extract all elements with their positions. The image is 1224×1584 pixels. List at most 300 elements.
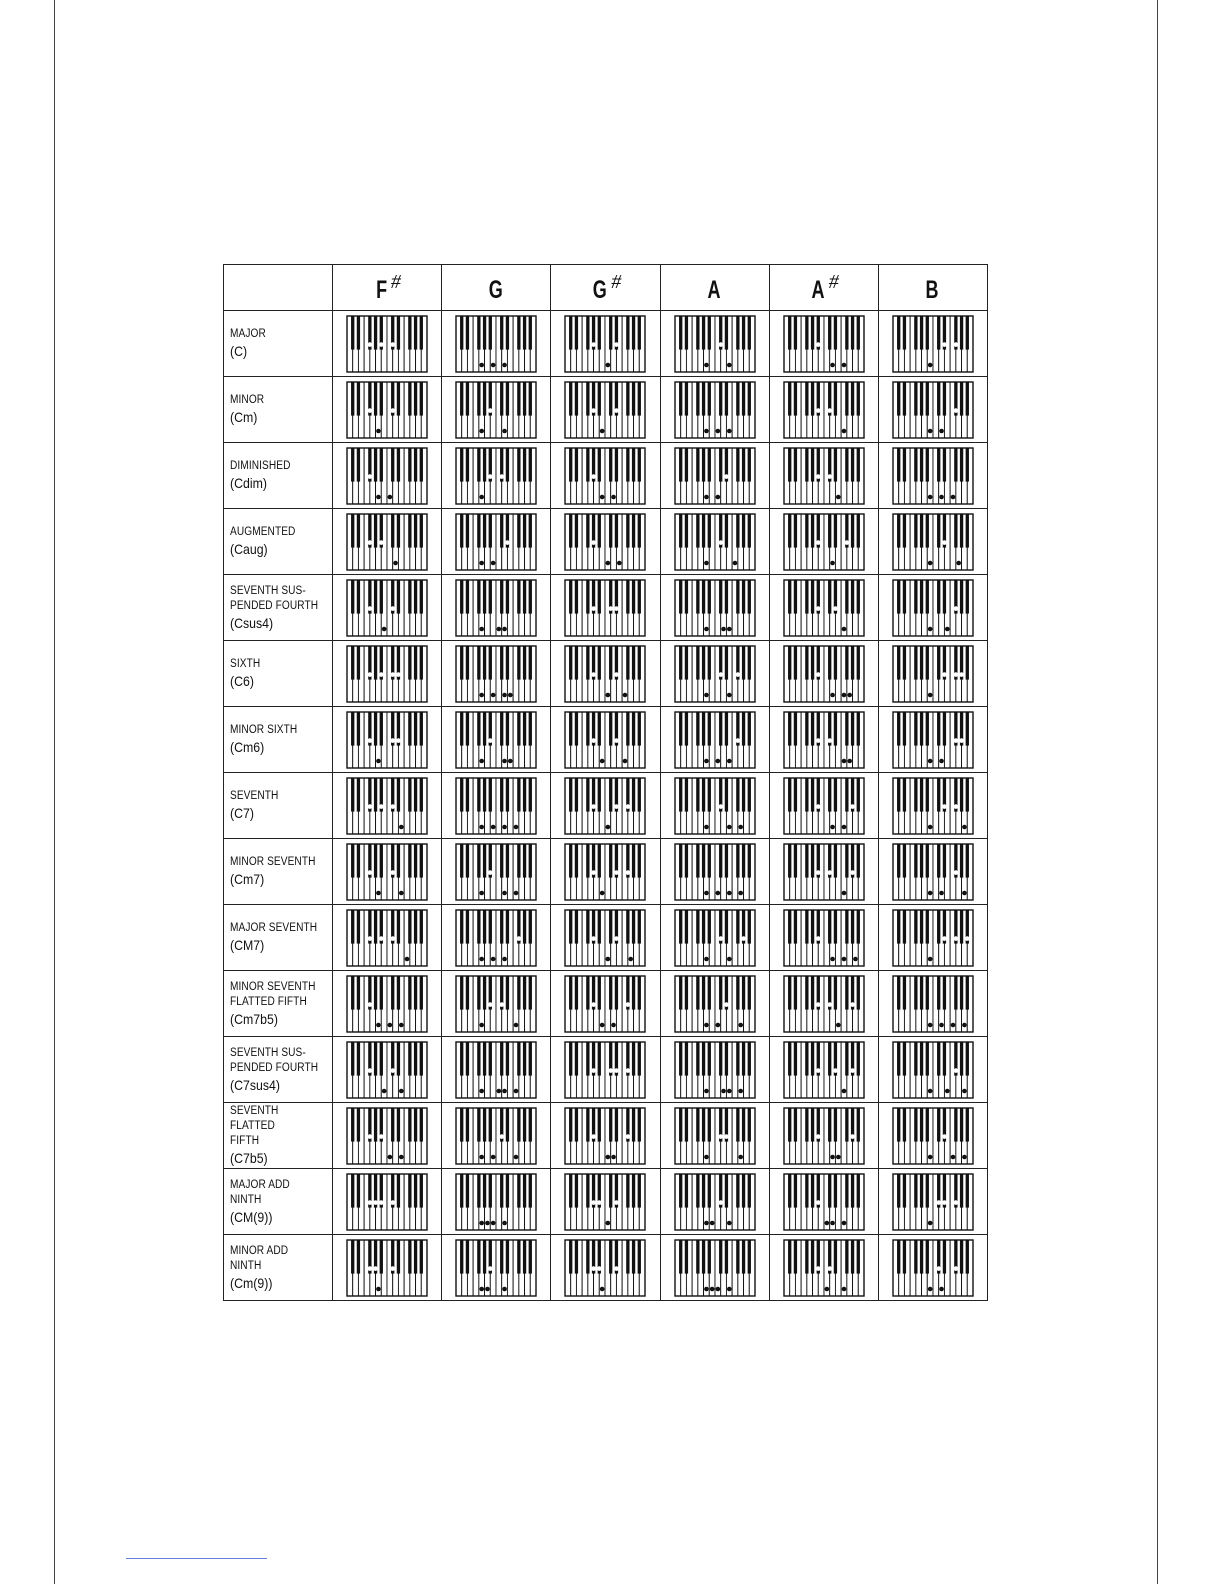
black-key <box>632 382 635 416</box>
chord-note-dot <box>830 692 835 697</box>
black-key <box>742 844 745 878</box>
keyboard-diagram <box>783 843 865 901</box>
black-key <box>747 910 750 944</box>
black-key <box>811 778 814 812</box>
chord-note-dot <box>391 1200 396 1205</box>
black-key <box>500 514 503 548</box>
black-key <box>598 778 601 812</box>
black-key <box>788 1108 791 1142</box>
keyboard-diagram <box>892 1239 974 1297</box>
black-key <box>834 514 837 548</box>
chord-note-dot <box>503 428 508 433</box>
keyboard-diagram <box>783 711 865 769</box>
black-key <box>897 910 900 944</box>
chord-type-label-cell <box>224 575 333 641</box>
black-key <box>414 580 417 614</box>
black-key <box>724 316 727 350</box>
black-key <box>679 910 682 944</box>
chord-note-dot <box>816 408 821 413</box>
black-key <box>679 316 682 350</box>
black-key <box>943 976 946 1010</box>
chord-note-dot <box>962 890 967 895</box>
chord-note-dot <box>816 342 821 347</box>
black-key <box>357 976 360 1010</box>
black-key <box>805 910 808 944</box>
keyboard-diagram <box>892 447 974 505</box>
black-key <box>478 448 481 482</box>
black-key <box>523 1240 526 1274</box>
black-key <box>954 514 957 548</box>
black-key <box>736 382 739 416</box>
chord-note-dot <box>704 362 709 367</box>
chord-note-dot <box>953 1266 958 1271</box>
chord-note-dot <box>491 1154 496 1159</box>
chord-note-dot <box>503 692 508 697</box>
chord-note-dot <box>592 870 597 875</box>
black-key <box>632 448 635 482</box>
black-key <box>719 382 722 416</box>
black-key <box>408 844 411 878</box>
black-key <box>575 1240 578 1274</box>
black-key <box>523 580 526 614</box>
chord-note-dot <box>827 408 832 413</box>
black-key <box>736 1108 739 1142</box>
black-key <box>483 778 486 812</box>
chord-note-dot <box>592 606 597 611</box>
black-key <box>523 976 526 1010</box>
black-key <box>380 1042 383 1076</box>
black-key <box>638 514 641 548</box>
black-key <box>914 646 917 680</box>
black-key <box>736 1240 739 1274</box>
chord-note-dot <box>592 408 597 413</box>
chord-note-dot <box>505 540 510 545</box>
black-key <box>960 1108 963 1142</box>
chord-type-label-cell <box>224 839 333 905</box>
chord-note-dot <box>488 1002 493 1007</box>
black-key <box>632 778 635 812</box>
black-key <box>914 778 917 812</box>
chord-note-dot <box>388 494 393 499</box>
black-key <box>684 976 687 1010</box>
black-key <box>610 316 613 350</box>
chord-type-label-cell <box>224 905 333 971</box>
black-key <box>966 844 969 878</box>
black-key <box>903 1174 906 1208</box>
black-key <box>478 580 481 614</box>
chord-note-dot <box>718 1200 723 1205</box>
chord-note-dot <box>827 1002 832 1007</box>
chord-note-dot <box>704 428 709 433</box>
black-key <box>518 646 521 680</box>
black-key <box>707 712 710 746</box>
chord-symbol: (Caug) <box>230 541 268 557</box>
keyboard-diagram <box>564 579 646 637</box>
black-key <box>937 712 940 746</box>
black-key <box>696 910 699 944</box>
keyboard-diagram <box>346 1239 428 1297</box>
black-key <box>966 1108 969 1142</box>
keyboard-diagram <box>783 447 865 505</box>
black-key <box>598 382 601 416</box>
chord-note-dot <box>850 870 855 875</box>
black-key <box>903 778 906 812</box>
chord-note-dot <box>953 342 958 347</box>
keyboard-cell <box>878 905 987 971</box>
chord-note-dot <box>592 1200 597 1205</box>
chord-note-dot <box>491 692 496 697</box>
page-border-right <box>1157 0 1158 1584</box>
black-key <box>903 316 906 350</box>
black-key <box>351 976 354 1010</box>
chord-type-name: MINOR SEVENTH FLATTED FIFTH <box>230 980 316 1008</box>
chord-type-name: MINOR ADD NINTH <box>230 1244 289 1272</box>
chord-note-dot <box>939 428 944 433</box>
black-key <box>523 448 526 482</box>
chord-note-dot <box>724 474 729 479</box>
chord-note-dot <box>480 824 485 829</box>
black-key <box>575 514 578 548</box>
keyboard-cell <box>442 1103 551 1169</box>
black-key <box>460 514 463 548</box>
keyboard-diagram <box>346 1041 428 1099</box>
black-key <box>707 580 710 614</box>
chord-note-dot <box>953 408 958 413</box>
keyboard-cell <box>878 1103 987 1169</box>
black-key <box>903 646 906 680</box>
black-key <box>897 580 900 614</box>
chord-note-dot <box>942 672 947 677</box>
chord-note-dot <box>824 1220 829 1225</box>
chord-type-name: MINOR SIXTH <box>230 724 298 736</box>
chord-row <box>224 311 988 377</box>
black-key <box>478 778 481 812</box>
black-key <box>937 976 940 1010</box>
black-key <box>897 976 900 1010</box>
black-key <box>627 1240 630 1274</box>
black-key <box>610 646 613 680</box>
root-note-label: G <box>592 275 607 304</box>
chord-note-dot <box>942 540 947 545</box>
black-key <box>466 1108 469 1142</box>
chord-note-dot <box>391 738 396 743</box>
black-key <box>696 1108 699 1142</box>
black-key <box>380 448 383 482</box>
chord-note-dot <box>939 758 944 763</box>
black-key <box>960 1240 963 1274</box>
black-key <box>828 580 831 614</box>
chord-note-dot <box>480 956 485 961</box>
chord-type-label-cell <box>224 641 333 707</box>
black-key <box>351 448 354 482</box>
chord-note-dot <box>480 1154 485 1159</box>
black-key <box>920 1174 923 1208</box>
black-key <box>742 448 745 482</box>
black-key <box>374 580 377 614</box>
chord-note-dot <box>928 1220 933 1225</box>
chord-note-dot <box>850 804 855 809</box>
chord-note-dot <box>942 342 947 347</box>
chord-note-dot <box>928 1022 933 1027</box>
black-key <box>483 1042 486 1076</box>
chord-note-dot <box>738 824 743 829</box>
keyboard-cell <box>333 575 442 641</box>
black-key <box>523 778 526 812</box>
chord-note-dot <box>727 824 732 829</box>
keyboard-diagram <box>783 909 865 967</box>
black-key <box>914 580 917 614</box>
chord-note-dot <box>827 474 832 479</box>
black-key <box>570 514 573 548</box>
black-key <box>587 910 590 944</box>
black-key <box>587 1108 590 1142</box>
black-key <box>897 448 900 482</box>
black-key <box>489 1174 492 1208</box>
keyboard-diagram <box>674 843 756 901</box>
chord-symbol: (C7b5) <box>230 1150 268 1166</box>
black-key <box>500 712 503 746</box>
black-key <box>529 1240 532 1274</box>
chord-note-dot <box>503 1220 508 1225</box>
chord-type-name: SEVENTH FLATTED FIFTH <box>230 1105 279 1147</box>
chord-note-dot <box>376 494 381 499</box>
black-key <box>805 514 808 548</box>
black-key <box>351 382 354 416</box>
black-key <box>719 976 722 1010</box>
chord-note-dot <box>606 824 611 829</box>
keyboard-diagram <box>892 645 974 703</box>
black-key <box>575 580 578 614</box>
black-key <box>523 1042 526 1076</box>
black-key <box>518 976 521 1010</box>
keyboard-diagram <box>564 975 646 1033</box>
black-key <box>897 1240 900 1274</box>
black-key <box>719 712 722 746</box>
black-key <box>805 976 808 1010</box>
black-key <box>506 910 509 944</box>
chord-note-dot <box>738 1022 743 1027</box>
black-key <box>742 382 745 416</box>
keyboard-diagram <box>564 1107 646 1165</box>
black-key <box>374 844 377 878</box>
black-key <box>460 844 463 878</box>
chord-note-dot <box>816 1200 821 1205</box>
black-key <box>707 844 710 878</box>
black-key <box>506 646 509 680</box>
black-key <box>828 778 831 812</box>
black-key <box>805 1042 808 1076</box>
black-key <box>920 1240 923 1274</box>
black-key <box>788 778 791 812</box>
black-key <box>529 778 532 812</box>
chord-note-dot <box>816 870 821 875</box>
chord-note-dot <box>928 494 933 499</box>
chord-note-dot <box>629 956 634 961</box>
black-key <box>788 712 791 746</box>
black-key <box>679 382 682 416</box>
chord-note-dot <box>376 1022 381 1027</box>
keyboard-cell <box>442 905 551 971</box>
black-key <box>397 910 400 944</box>
keyboard-diagram <box>455 975 537 1033</box>
black-key <box>587 778 590 812</box>
black-key <box>598 580 601 614</box>
black-key <box>408 910 411 944</box>
keyboard-cell <box>442 971 551 1037</box>
black-key <box>414 448 417 482</box>
chord-note-dot <box>704 1022 709 1027</box>
black-key <box>696 778 699 812</box>
black-key <box>638 316 641 350</box>
black-key <box>702 844 705 878</box>
black-key <box>500 778 503 812</box>
black-key <box>851 580 854 614</box>
keyboard-cell <box>769 707 878 773</box>
black-key <box>845 580 848 614</box>
black-key <box>523 910 526 944</box>
chord-note-dot <box>928 890 933 895</box>
black-key <box>903 580 906 614</box>
black-key <box>506 1174 509 1208</box>
black-key <box>529 910 532 944</box>
keyboard-cell <box>442 773 551 839</box>
black-key <box>811 382 814 416</box>
chord-note-dot <box>600 758 605 763</box>
chord-note-dot <box>626 804 631 809</box>
black-key <box>408 1174 411 1208</box>
chord-note-dot <box>514 1022 519 1027</box>
chord-note-dot <box>721 1088 726 1093</box>
chord-note-dot <box>951 1154 956 1159</box>
black-key <box>632 1042 635 1076</box>
black-key <box>478 646 481 680</box>
black-key <box>414 1042 417 1076</box>
keyboard-diagram <box>564 1239 646 1297</box>
chord-note-dot <box>396 672 401 677</box>
black-key <box>805 712 808 746</box>
black-key <box>627 646 630 680</box>
keyboard-diagram <box>455 645 537 703</box>
black-key <box>719 1240 722 1274</box>
black-key <box>420 646 423 680</box>
keyboard-diagram <box>346 513 428 571</box>
chord-note-dot <box>704 1154 709 1159</box>
chord-symbol: (Cm(9)) <box>230 1274 273 1291</box>
black-key <box>966 1240 969 1274</box>
chord-note-dot <box>953 870 958 875</box>
black-key <box>615 976 618 1010</box>
black-key <box>414 514 417 548</box>
black-key <box>851 646 854 680</box>
chord-note-dot <box>827 738 832 743</box>
chord-note-dot <box>735 738 740 743</box>
black-key <box>598 1108 601 1142</box>
black-key <box>742 1240 745 1274</box>
black-key <box>794 580 797 614</box>
chord-note-dot <box>939 494 944 499</box>
keyboard-diagram <box>783 975 865 1033</box>
chord-note-dot <box>391 936 396 941</box>
chord-type-name: MINOR SEVENTH <box>230 856 316 868</box>
chord-note-dot <box>727 626 732 631</box>
black-key <box>460 1108 463 1142</box>
black-key <box>707 316 710 350</box>
black-key <box>632 1174 635 1208</box>
black-key <box>523 382 526 416</box>
black-key <box>696 1240 699 1274</box>
chord-note-dot <box>368 738 373 743</box>
chord-note-dot <box>368 1068 373 1073</box>
black-key <box>856 712 859 746</box>
chord-note-dot <box>592 804 597 809</box>
chord-note-dot <box>718 804 723 809</box>
keyboard-diagram <box>564 711 646 769</box>
black-key <box>529 580 532 614</box>
chord-type-label-cell <box>224 1037 333 1103</box>
black-key <box>570 316 573 350</box>
chord-note-dot <box>612 1154 617 1159</box>
black-key <box>966 448 969 482</box>
black-key <box>926 382 929 416</box>
black-key <box>397 316 400 350</box>
black-key <box>966 646 969 680</box>
black-key <box>610 712 613 746</box>
black-key <box>707 778 710 812</box>
black-key <box>920 1108 923 1142</box>
black-key <box>684 778 687 812</box>
black-key <box>794 844 797 878</box>
black-key <box>943 580 946 614</box>
black-key <box>587 382 590 416</box>
black-key <box>679 1108 682 1142</box>
black-key <box>351 910 354 944</box>
black-key <box>460 712 463 746</box>
chord-note-dot <box>373 1200 378 1205</box>
black-key <box>834 1108 837 1142</box>
chord-note-dot <box>612 1022 617 1027</box>
black-key <box>397 382 400 416</box>
black-key <box>943 448 946 482</box>
chord-note-dot <box>735 672 740 677</box>
black-key <box>679 778 682 812</box>
black-key <box>351 778 354 812</box>
keyboard-cell <box>660 443 769 509</box>
black-key <box>937 580 940 614</box>
keyboard-diagram <box>346 645 428 703</box>
black-key <box>736 976 739 1010</box>
black-key <box>414 976 417 1010</box>
black-key <box>357 1042 360 1076</box>
keyboard-diagram <box>674 579 756 637</box>
black-key <box>805 316 808 350</box>
black-key <box>747 448 750 482</box>
black-key <box>684 844 687 878</box>
chord-note-dot <box>626 1134 631 1139</box>
black-key <box>420 844 423 878</box>
chord-note-dot <box>391 804 396 809</box>
chord-note-dot <box>480 1220 485 1225</box>
keyboard-cell <box>442 1169 551 1235</box>
black-key <box>897 646 900 680</box>
chord-note-dot <box>953 672 958 677</box>
chord-type-name: SEVENTH SUS- PENDED FOURTH <box>230 1046 319 1074</box>
black-key <box>897 712 900 746</box>
black-key <box>724 1042 727 1076</box>
black-key <box>529 976 532 1010</box>
keyboard-diagram <box>674 645 756 703</box>
black-key <box>575 778 578 812</box>
chord-note-dot <box>368 804 373 809</box>
